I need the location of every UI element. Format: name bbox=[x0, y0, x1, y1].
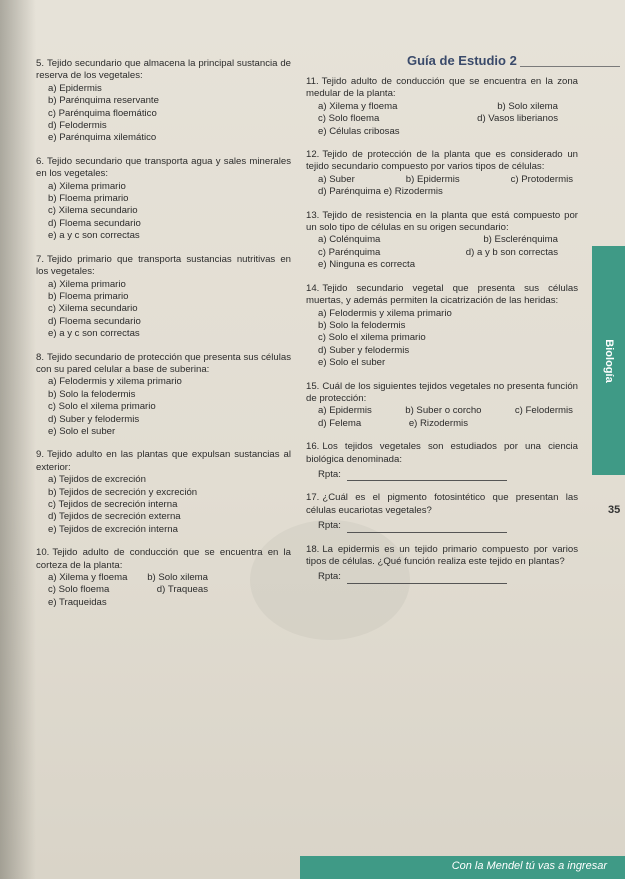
option[interactable]: a) Xilema y floema bbox=[318, 100, 398, 112]
question-stem: Los tejidos vegetales son estudiados por una ciencia biológica denominada: bbox=[306, 441, 578, 465]
options-list bbox=[36, 181, 291, 243]
question-stem: Tejido adulto en las plantas que expulsan sustancias al exterior: bbox=[36, 449, 291, 473]
option[interactable]: d) Parénquima e) Rizodermis bbox=[318, 186, 443, 198]
page-number: 35 bbox=[608, 504, 621, 516]
option[interactable]: b) Esclerénquima bbox=[483, 234, 558, 246]
options-list bbox=[36, 279, 291, 341]
option[interactable]: c) Parénquima floemático bbox=[48, 107, 157, 119]
option[interactable]: c) Tejidos de secreción interna bbox=[48, 499, 178, 510]
option[interactable]: e) Traqueidas bbox=[48, 596, 107, 608]
option[interactable]: d) Floema secundario bbox=[48, 315, 141, 327]
question-7 bbox=[36, 254, 291, 341]
option[interactable]: b) Solo xilema bbox=[147, 572, 208, 584]
question-number: 18. bbox=[306, 543, 320, 555]
question-stem: Tejido secundario que almacena la principal sustancia de reserva de los vegetales: bbox=[36, 58, 291, 82]
question-number: 15. bbox=[306, 380, 320, 392]
options-row bbox=[36, 572, 208, 584]
answer-label: Rpta: bbox=[318, 468, 341, 480]
question-stem: Tejido de protección de la planta que es considerado un tejido secundario compuesto por varios tipos de células: bbox=[306, 149, 578, 173]
question-number: 16. bbox=[306, 441, 320, 453]
question-number: 7. bbox=[36, 253, 45, 265]
option[interactable]: d) Traqueas bbox=[156, 584, 208, 596]
question-stem: Tejido de resistencia en la planta que está compuesto por un solo tipo de células en su origen secundario: bbox=[306, 209, 578, 234]
option[interactable]: e) a y c son correctas bbox=[48, 230, 140, 242]
option[interactable]: e) Solo el suber bbox=[48, 425, 116, 437]
option[interactable]: b) Solo la felodermis bbox=[318, 319, 406, 331]
option[interactable]: d) Tejidos de secreción externa bbox=[48, 511, 181, 523]
option[interactable]: a) Xilema primario bbox=[48, 278, 126, 290]
question-stem: Tejido secundario vegetal que presenta sus células muertas, y además permiten la cicatrización de las heridas: bbox=[306, 282, 578, 307]
question-16 bbox=[306, 441, 578, 481]
question-number: 12. bbox=[306, 149, 320, 161]
options-list bbox=[36, 474, 291, 536]
option[interactable]: b) Parénquima reservante bbox=[48, 95, 159, 107]
question-stem: Tejido adulto de conducción que se encuentra en la corteza de la planta: bbox=[36, 547, 291, 571]
option[interactable]: b) Floema primario bbox=[48, 193, 129, 205]
question-6 bbox=[36, 156, 291, 243]
question-17 bbox=[306, 492, 578, 532]
question-number: 11. bbox=[306, 76, 319, 87]
question-18 bbox=[306, 544, 578, 584]
question-stem: ¿Cuál es el pigmento fotosintético que presentan las células eucariotas vegetales? bbox=[306, 492, 578, 516]
option[interactable]: e) Rizodermis bbox=[408, 417, 468, 429]
question-5 bbox=[36, 58, 291, 145]
option[interactable]: b) Solo la felodermis bbox=[48, 388, 136, 400]
footer-banner bbox=[300, 856, 625, 879]
answer-line bbox=[306, 520, 578, 532]
answer-blank[interactable] bbox=[347, 470, 507, 481]
option[interactable]: e) a y c son correctas bbox=[48, 328, 140, 340]
option[interactable]: d) Suber y felodermis bbox=[48, 413, 140, 425]
options-row bbox=[306, 101, 558, 113]
answer-line bbox=[306, 469, 578, 481]
question-13 bbox=[306, 210, 578, 272]
option[interactable]: a) Xilema primario bbox=[48, 180, 126, 192]
subject-side-tab bbox=[592, 246, 625, 475]
question-number: 9. bbox=[36, 449, 45, 461]
question-stem: Tejido secundario que transporta agua y sales minerales en los vegetales: bbox=[36, 155, 291, 180]
title-rule bbox=[520, 66, 620, 67]
option[interactable]: c) Solo el xilema primario bbox=[48, 401, 156, 413]
option[interactable]: a) Tejidos de excreción bbox=[48, 474, 146, 486]
option[interactable]: a) Felodermis y xilema primario bbox=[318, 307, 452, 319]
question-number: 10. bbox=[36, 547, 50, 559]
option[interactable]: d) Floema secundario bbox=[48, 217, 141, 229]
option[interactable]: b) Tejidos de secreción y excreción bbox=[48, 486, 198, 498]
answer-label: Rpta: bbox=[318, 571, 341, 583]
question-stem: Tejido secundario de protección que presenta sus células con su pared celular a base de suberina: bbox=[36, 351, 291, 375]
option[interactable]: b) Epidermis bbox=[405, 173, 460, 185]
question-stem: Tejido primario que transporta sustancias nutritivas en los vegetales: bbox=[36, 253, 291, 278]
option[interactable]: a) Colénquima bbox=[318, 234, 381, 246]
footer-slogan: Con la Mendel tú vas a ingresar bbox=[451, 860, 607, 872]
option[interactable]: e) Ninguna es correcta bbox=[318, 259, 416, 271]
question-number: 6. bbox=[36, 155, 45, 167]
question-12 bbox=[306, 149, 578, 199]
options-row bbox=[306, 113, 558, 125]
question-stem: Tejido adulto de conducción que se encuentra en la zona medular de la planta: bbox=[306, 76, 578, 100]
options-list bbox=[36, 376, 291, 438]
answer-blank[interactable] bbox=[347, 573, 507, 584]
options-list bbox=[306, 186, 578, 198]
option[interactable]: c) Parénquima bbox=[318, 246, 381, 258]
question-14 bbox=[306, 283, 578, 370]
option[interactable]: d) Suber y felodermis bbox=[318, 344, 410, 356]
option[interactable]: d) Vasos liberianos bbox=[477, 113, 558, 125]
options-list bbox=[36, 597, 291, 609]
option[interactable]: e) Células cribosas bbox=[318, 125, 400, 137]
option[interactable]: e) Tejidos de excreción interna bbox=[48, 523, 178, 535]
option[interactable]: d) Felodermis bbox=[48, 120, 107, 132]
options-row bbox=[306, 418, 468, 430]
option[interactable]: c) Solo floema bbox=[318, 113, 380, 125]
option[interactable]: d) Felema bbox=[318, 417, 362, 429]
option[interactable]: c) Solo el xilema primario bbox=[318, 332, 426, 344]
options-row bbox=[306, 247, 558, 259]
option[interactable]: e) Solo el suber bbox=[318, 357, 386, 369]
question-number: 14. bbox=[306, 282, 320, 294]
question-11 bbox=[306, 76, 578, 138]
options-row bbox=[306, 234, 558, 246]
subject-label: Biología bbox=[602, 338, 615, 383]
options-row bbox=[36, 584, 208, 596]
options-list bbox=[306, 308, 578, 370]
question-number: 13. bbox=[306, 209, 320, 221]
option[interactable]: c) Protodermis bbox=[510, 173, 573, 185]
answer-line bbox=[306, 571, 578, 583]
option[interactable]: c) Solo floema bbox=[48, 584, 110, 596]
option[interactable]: b) Solo xilema bbox=[497, 100, 558, 112]
question-10 bbox=[36, 547, 291, 609]
option[interactable]: a) Suber bbox=[318, 173, 355, 185]
question-15 bbox=[306, 381, 578, 431]
question-number: 8. bbox=[36, 351, 45, 363]
page-title: Guía de Estudio 2 bbox=[407, 53, 517, 68]
question-stem: La epidermis es un tejido primario compuesto por varios tipos de células. ¿Qué función realiza este tejido en plantas? bbox=[306, 543, 578, 567]
answer-blank[interactable] bbox=[347, 522, 507, 533]
option[interactable]: a) Epidermis bbox=[48, 82, 102, 94]
answer-label: Rpta: bbox=[318, 520, 341, 532]
options-list bbox=[306, 126, 578, 138]
options-row bbox=[306, 174, 573, 186]
left-column bbox=[36, 58, 291, 620]
page-edge-shadow bbox=[0, 0, 36, 879]
options-row bbox=[306, 405, 573, 417]
question-number: 17. bbox=[306, 492, 320, 504]
option[interactable]: a) Xilema y floema bbox=[48, 572, 128, 584]
option[interactable]: c) Xilema secundario bbox=[48, 205, 138, 217]
option[interactable]: a) Felodermis y xilema primario bbox=[48, 376, 182, 388]
right-column bbox=[306, 76, 578, 595]
question-stem: Cuál de los siguientes tejidos vegetales no presenta función de protección: bbox=[306, 380, 578, 404]
question-8 bbox=[36, 352, 291, 439]
option[interactable]: b) Floema primario bbox=[48, 290, 129, 302]
options-list bbox=[36, 83, 291, 145]
option[interactable]: c) Felodermis bbox=[514, 405, 573, 417]
option[interactable]: c) Xilema secundario bbox=[48, 303, 138, 315]
question-9 bbox=[36, 449, 291, 536]
question-number: 5. bbox=[36, 58, 45, 69]
option[interactable]: a) Epidermis bbox=[318, 405, 372, 417]
options-list bbox=[306, 259, 578, 271]
option[interactable]: d) a y b son correctas bbox=[465, 246, 558, 258]
option[interactable]: e) Parénquima xilemático bbox=[48, 132, 157, 144]
option[interactable]: b) Suber o corcho bbox=[405, 405, 482, 417]
